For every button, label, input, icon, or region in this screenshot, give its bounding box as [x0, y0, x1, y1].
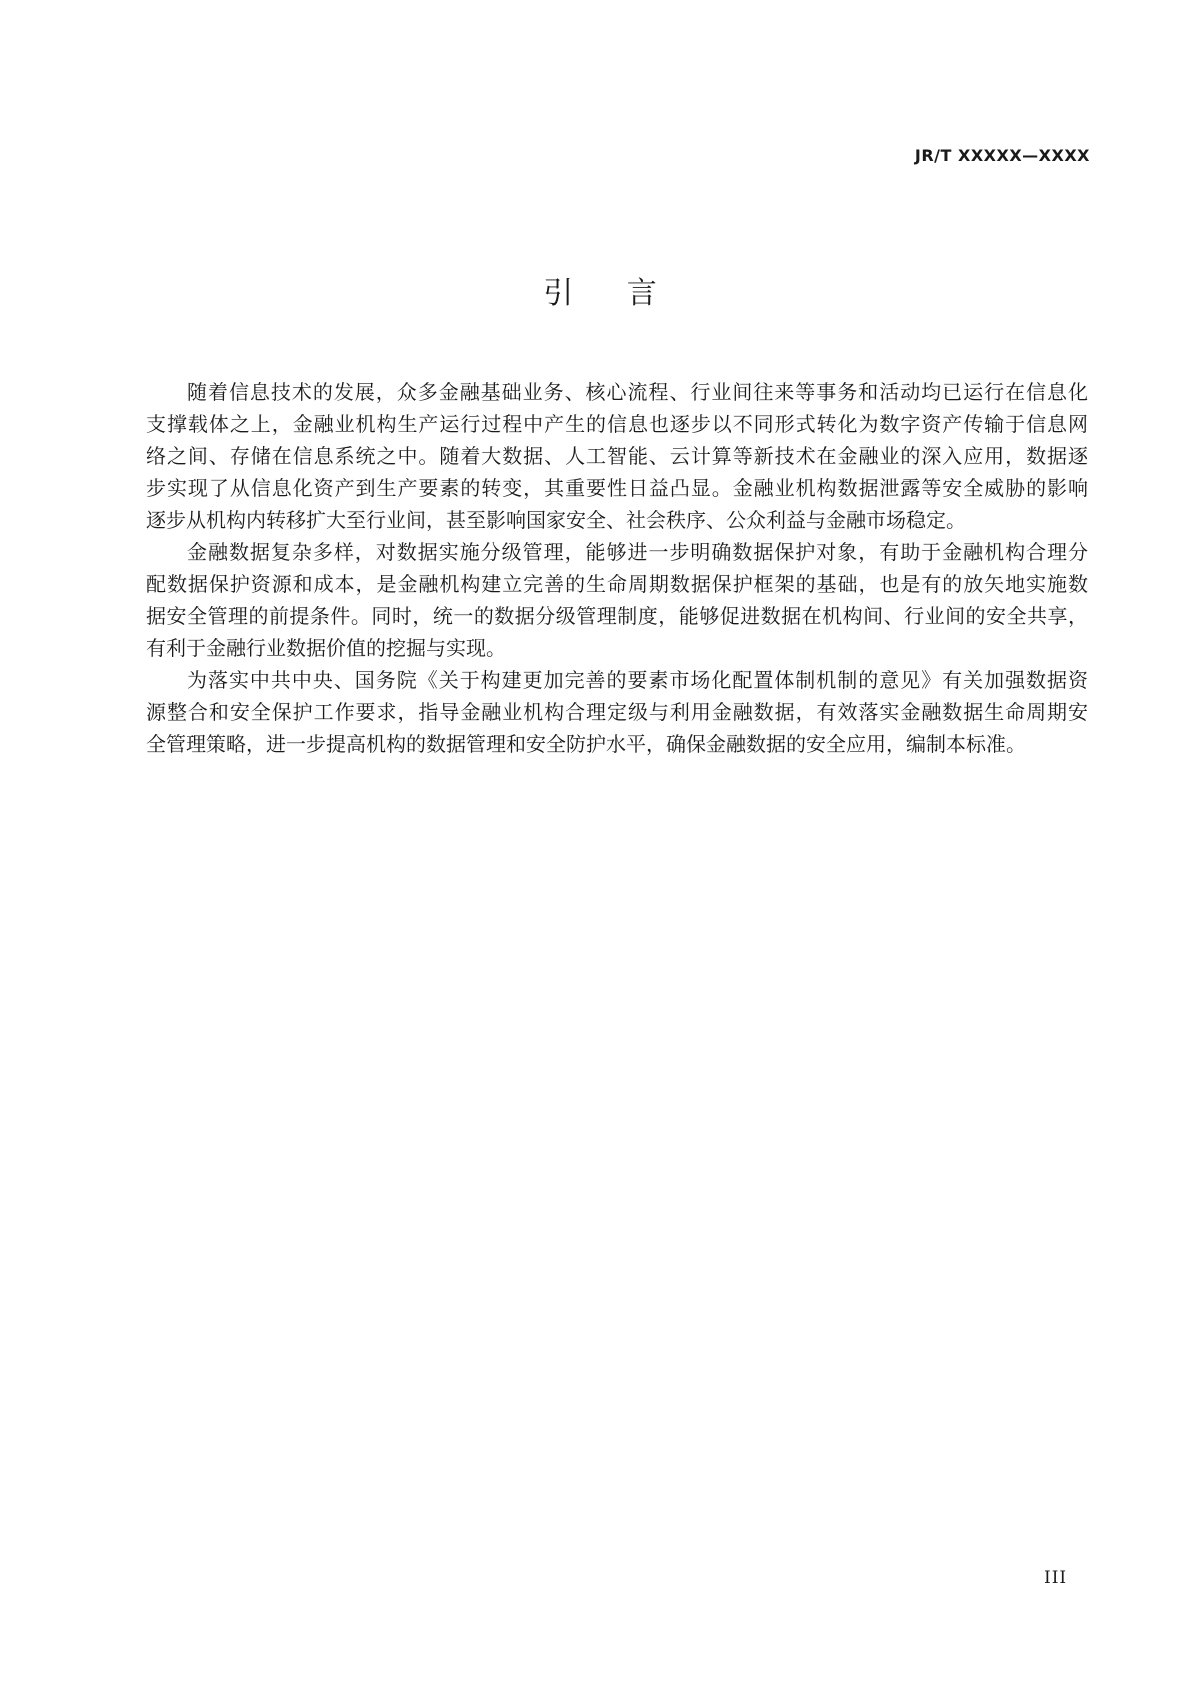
text-line: 随着信息技术的发展，众多金融基础业务、核心流程、行业间往来等事务和活动均已运行在信息化 — [187, 380, 1088, 404]
text-line: 逐步从机构内转移扩大至行业间，甚至影响国家安全、社会秩序、公众利益与金融市场稳定。 — [146, 508, 966, 532]
paragraph-2 — [146, 536, 1088, 664]
paragraph-3 — [146, 664, 1088, 760]
text-line: 为落实中共中央、国务院《关于构建更加完善的要素市场化配置体制机制的意见》有关加强数据资 — [187, 668, 1088, 692]
paragraph-1 — [146, 376, 1088, 536]
text-line: 配数据保护资源和成本，是金融机构建立完善的生命周期数据保护框架的基础，也是有的放矢地实施数 — [146, 572, 1088, 596]
text-line: 据安全管理的前提条件。同时，统一的数据分级管理制度，能够促进数据在机构间、行业间的安全共享， — [146, 604, 1088, 628]
text-line: 全管理策略，进一步提高机构的数据管理和安全防护水平，确保金融数据的安全应用，编制本标准。 — [146, 732, 1026, 756]
standard-code: JR/T XXXXX—XXXX — [914, 146, 1090, 165]
document-body — [146, 376, 1088, 760]
page-title: 引 言 — [543, 276, 679, 311]
text-line: 金融数据复杂多样，对数据实施分级管理，能够进一步明确数据保护对象，有助于金融机构合理分 — [187, 540, 1088, 564]
text-line: 步实现了从信息化资产到生产要素的转变，其重要性日益凸显。金融业机构数据泄露等安全威胁的影响 — [146, 476, 1088, 500]
page-number: III — [1044, 1568, 1068, 1588]
text-line: 有利于金融行业数据价值的挖掘与实现。 — [146, 636, 506, 660]
text-line: 源整合和安全保护工作要求，指导金融业机构合理定级与利用金融数据，有效落实金融数据生命周期安 — [146, 700, 1088, 724]
text-line: 支撑载体之上，金融业机构生产运行过程中产生的信息也逐步以不同形式转化为数字资产传输于信息网 — [146, 412, 1088, 436]
text-line: 络之间、存储在信息系统之中。随着大数据、人工智能、云计算等新技术在金融业的深入应用，数据逐 — [146, 444, 1088, 468]
